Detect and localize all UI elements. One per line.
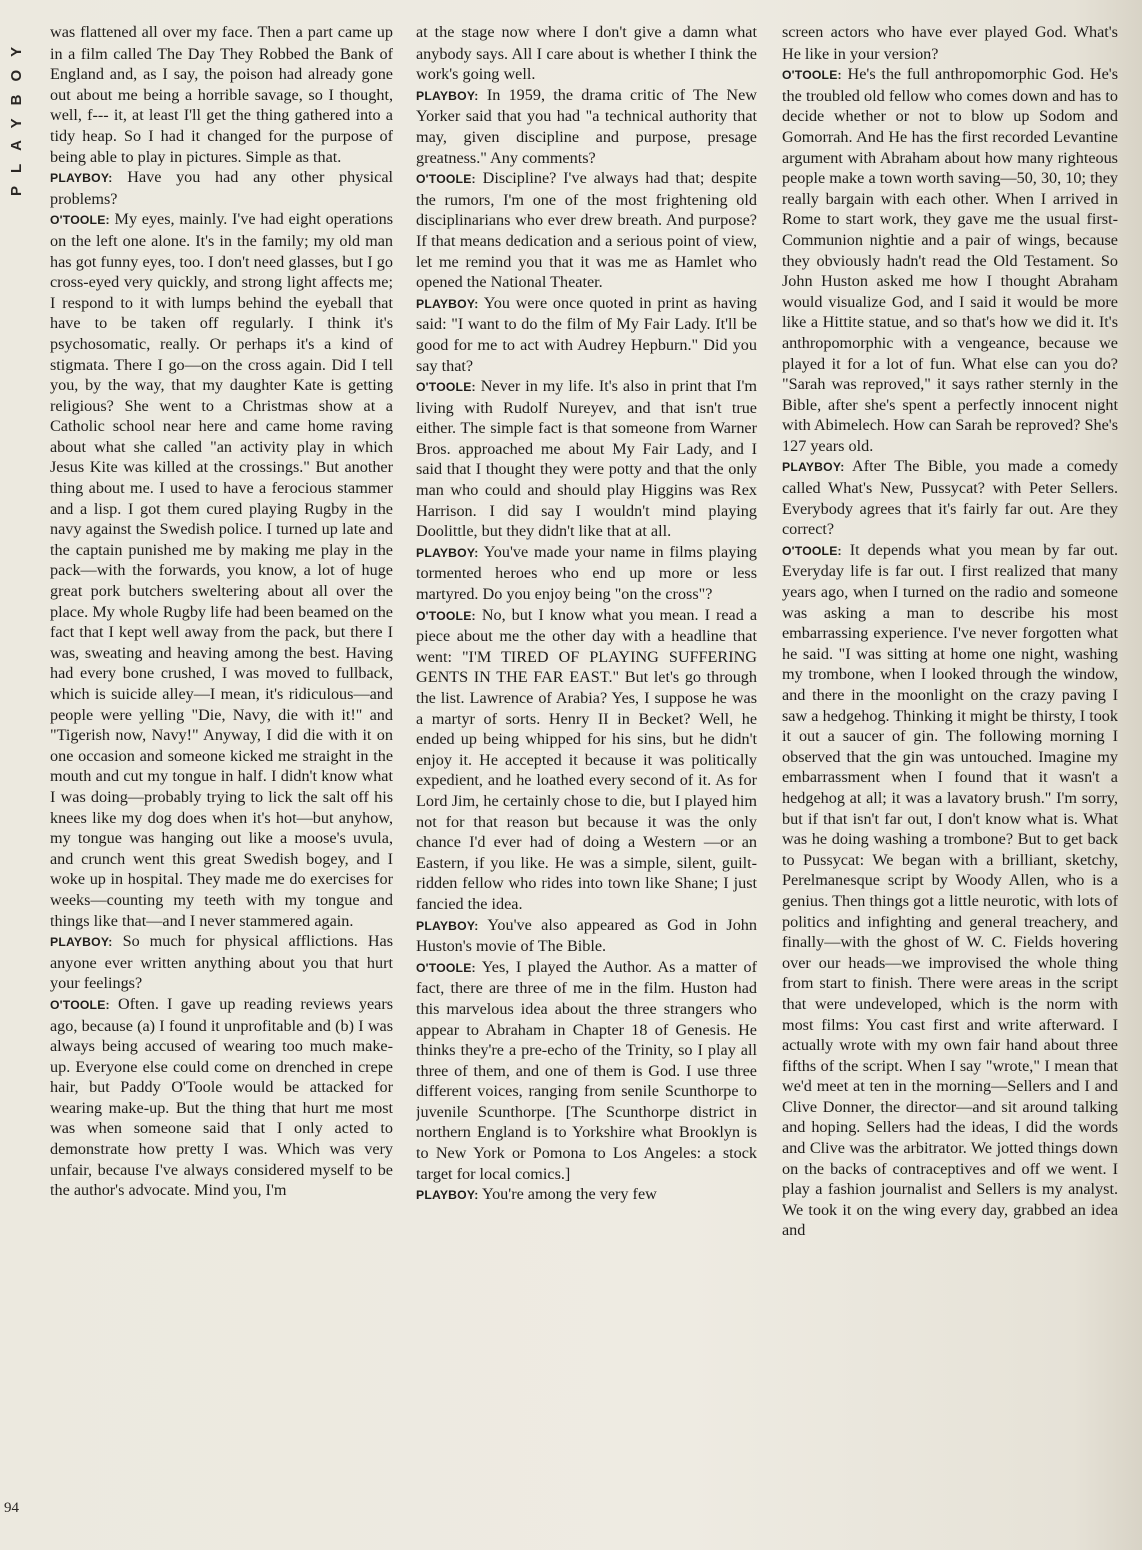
paragraph-text: My eyes, mainly. I've had eight operations on the left one alone. It's in the family; my old man has got funny eyes, too. I don't need glasses, but I go cross-eyed very quickly, and strong light affects me; I respond to it with lumps behind the eyeball that have to be taken off regularly. I think it's psychosomatic, really. Or perhaps it's a kind of stigmata. There I go—on the cross again. Did I tell you, by the way, that my daughter Kate is getting religious? She went to a Christmas show at a Catholic school near here and came home raving about what she called "an activity play in which Jesus Kite was killed at the crossings." But another thing about me. I used to have a ferocious stammer and a lisp. I got them cured playing Rugby in the navy against the Swedish police. I turned up late and the captain punished me by making me play in the pack—with the forwards, you know, a lot of huge great pork butchers sweltering about all over the place. My whole Rugby life had been beamed on the fact that I kept well away from the pack, but there I was, sweating and heaving among the best. Having had every bone crushed, I was moved to fullback, which is suicide alley—I mean, it's ridiculous—and people were yelling "Die, Navy, die with it!" and "Tigerish now, Navy!" Anyway, I did die with it on one occasion and someone kicked me straight in the mouth and cut my tongue in half. I didn't know what I was doing—probably trying to lick the salt off his knees like my dog does when it's hot—but anyhow, my tongue was hanging out like a moose's uvula, and crunch went this great Swedish bogey, and I woke up in hospital. They made me do exercises for weeks—counting my teeth with my tongue and things like that—and I never stammered again. xyxy=(50,210,393,930)
speaker-label: PLAYBOY: xyxy=(416,918,479,933)
column-2 xyxy=(416,22,757,1527)
column-1 xyxy=(50,22,393,1527)
paragraph-text: No, but I know what you mean. I read a piece about me the other day with a headline that went: "I'M TIRED OF PLAYING SUFFERING GENTS IN THE FAR EAST." But let's go through the list. Lawrence of Arabia? Yes, I suppose he was a martyr of sorts. Henry II in Becket? Well, he ended up being whipped for his sins, but he didn't enjoy it. He accepted it because it was politically expedient, and he loathed every second of it. As for Lord Jim, he certainly chose to die, but I played him not for that reason but because it was the only chance I'd ever had of doing a Western —or an Eastern, if you like. He was a simple, silent, guilt-ridden fellow who rides into town like Shane; I just fancied the idea. xyxy=(416,605,757,913)
paragraph xyxy=(416,376,757,542)
paragraph-text: Often. I gave up reading reviews years ago, because (a) I found it unprofitable and (b) I was always being accused of wearing too much make-up. Everyone else could come on drenched in crepe hair, but Paddy O'Toole would be attacked for wearing make-up. But the thing that hurt me most was when someone said that I only acted to demonstrate how pretty I was. Which was very unfair, because I've always considered myself to be the author's advocate. Mind you, I'm xyxy=(50,994,393,1200)
paragraph xyxy=(782,64,1118,456)
paragraph xyxy=(782,456,1118,539)
paragraph xyxy=(50,931,393,994)
speaker-label: PLAYBOY: xyxy=(416,1188,479,1203)
column-3 xyxy=(782,22,1118,1527)
paragraph xyxy=(416,22,757,85)
masthead-text: PLAYBOY xyxy=(8,33,25,196)
paragraph xyxy=(782,22,1118,64)
paragraph xyxy=(416,605,757,915)
speaker-label: PLAYBOY: xyxy=(782,460,845,475)
paragraph-text: Never in my life. It's also in print that I'm living with Rudolf Nureyev, and that isn't true either. The simple fact is that someone from Warner Bros. approached me about My Fair Lady, and I said that I thought they were potty and that the only man who could and should play Higgins was Rex Harrison. I did say I wouldn't mind playing Doolittle, but they didn't like that at all. xyxy=(416,377,757,541)
speaker-label: O'TOOLE: xyxy=(416,960,476,975)
speaker-label: O'TOOLE: xyxy=(50,213,110,228)
paragraph xyxy=(416,542,757,605)
paragraph-text: He's the full anthropomorphic God. He's the troubled old fellow who comes down and has to decide whether or not to blow up Sodom and Gomorrah. And He has the first recorded Levantine argument with Abraham about how many righteous people make a town worth saving—50, 30, 10; they really bargain with each other. When I arrived in Rome to start work, they gave me the usual first-Communion nightie and a pair of wings, because they obviously hadn't read the Old Testament. So John Huston asked me how I thought Abraham would visualize God, and I said it would be more like a Hittite statue, and so that's how we did it. It's anthropomorphic with a vengeance, because we played it for a lot of fun. What else can you do? "Sarah was reproved," it says rather sternly in the Bible, after she's spent a perfectly innocent night with Abimelech. How can Sarah be reproved? She's 127 years old. xyxy=(782,65,1118,455)
paragraph-text: So much for physical afflictions. Has anyone ever written anything about you that hurt your feelings? xyxy=(50,932,393,993)
speaker-label: O'TOOLE: xyxy=(782,543,842,558)
paragraph-text: You've made your name in films playing tormented heroes who end up more or less martyred. Do you enjoy being "on the cross"? xyxy=(416,542,757,604)
speaker-label: PLAYBOY: xyxy=(416,296,479,311)
paragraph xyxy=(50,209,393,931)
masthead xyxy=(2,28,32,198)
paragraph-text: Discipline? I've always had that; despite the rumors, I'm one of the most frightening old disciplinarians who ever drew breath. And purpose? If that means dedication and a serious point of view, let me remind you that it was me as Hamlet who opened the National Theater. xyxy=(416,169,757,292)
paragraph-text: In 1959, the drama critic of The New Yorker said that you had "a technical authority that may, given discipline and purpose, presage greatness." Any comments? xyxy=(416,85,757,167)
paragraph-text: You've also appeared as God in John Huston's movie of The Bible. xyxy=(416,915,757,956)
speaker-label: O'TOOLE: xyxy=(50,997,110,1012)
paragraph-text: It depends what you mean by far out. Everyday life is far out. I first realized that many years ago, when I turned on the radio and someone was asking a man to describe his most embarrassing experience. I've never forgotten what he said. "I was sitting at home one night, washing my trombone, when I looked through the window, and there in the moonlight on the crazy paving I saw a hedgehog. Thinking it might be thirsty, I took it out a saucer of gin. The following morning I observed that the gin was untouched. Imagine my embarrassment when I found that it wasn't a hedgehog at all; it was a lavatory brush." I'm sorry, but if that isn't far out, I don't know what is. What was he doing washing a trombone? But to get back to Pussycat: We began with a brilliant, sketchy, Perelmanesque script by Woody Allen, who is a genius. Then things got a little neurotic, with lots of politics and infighting and general treachery, and finally—with the ghost of W. C. Fields hovering over our heads—we improvised the whole thing from start to finish. There were areas in the script that were undeveloped, which is the norm with most films: You cast first and write afterward. I actually wrote with my own fair hand about three fifths of the script. When I say "wrote," I mean that we'd meet at ten in the morning—Sellers and I and Clive Donner, the director—and sit around talking and hoping. Sellers had the ideas, I did the words and Clive was the arbitrator. We jotted things down on the backs of contraceptives and off we went. I play a fashion journalist and Sellers is my analyst. We took it on the wing every day, grabbed an idea and xyxy=(782,540,1118,1240)
page-number: 94 xyxy=(4,1500,19,1516)
paragraph-text: screen actors who have ever played God. What's He like in your version? xyxy=(782,23,1118,63)
paragraph xyxy=(50,22,393,167)
speaker-label: O'TOOLE: xyxy=(782,68,842,83)
speaker-label: O'TOOLE: xyxy=(416,380,476,395)
paragraph-text: After The Bible, you made a comedy called What's New, Pussycat? with Peter Sellers. Everybody agrees that it's fairly far out. Are they correct? xyxy=(782,457,1118,539)
speaker-label: PLAYBOY: xyxy=(416,545,479,560)
paragraph-text: You were once quoted in print as having said: "I want to do the film of My Fair Lady. It'll be good for me to act with Audrey Hepburn." Did you say that? xyxy=(416,293,757,375)
paragraph-text: Have you had any other physical problems? xyxy=(50,168,393,208)
speaker-label: O'TOOLE: xyxy=(416,172,476,187)
speaker-label: PLAYBOY: xyxy=(50,935,113,950)
paragraph-text: Yes, I played the Author. As a matter of fact, there are three of me in the film. Huston had this marvelous idea about the three strangers who appear to Abraham in Chapter 18 of Genesis. He thinks they're a pre-echo of the Trinity, so I play all three of them, and one of them is God. I use three different voices, ranging from senile Scunthorpe to juvenile Scunthorpe. [The Scunthorpe district in northern England is to Yorkshire what Brooklyn is to New York or Pomona to Los Angeles: a stock target for local comics.] xyxy=(416,957,757,1183)
paragraph xyxy=(416,293,757,376)
paragraph xyxy=(416,168,757,293)
paragraph-text: You're among the very few xyxy=(482,1185,657,1204)
paragraph xyxy=(416,957,757,1185)
speaker-label: PLAYBOY: xyxy=(416,88,479,103)
paragraph-text: at the stage now where I don't give a damn what anybody says. All I care about is whether I think the work's going well. xyxy=(416,23,757,84)
paragraph xyxy=(50,994,393,1201)
speaker-label: PLAYBOY: xyxy=(50,171,113,186)
speaker-label: O'TOOLE: xyxy=(416,608,476,623)
paragraph xyxy=(416,915,757,957)
paragraph xyxy=(416,85,757,168)
paragraph xyxy=(416,1184,757,1206)
paragraph xyxy=(50,167,393,209)
paragraph xyxy=(782,540,1118,1241)
paragraph-text: was flattened all over my face. Then a part came up in a film called The Day They Robbed the Bank of England and, as I say, the poison had already gone out about me being a horrible savage, so I thought, well, f--- it, at least I'll get the thing gathered into a tidy heap. So I had it changed for the purpose of being able to play in pictures. Simple as that. xyxy=(50,23,393,166)
